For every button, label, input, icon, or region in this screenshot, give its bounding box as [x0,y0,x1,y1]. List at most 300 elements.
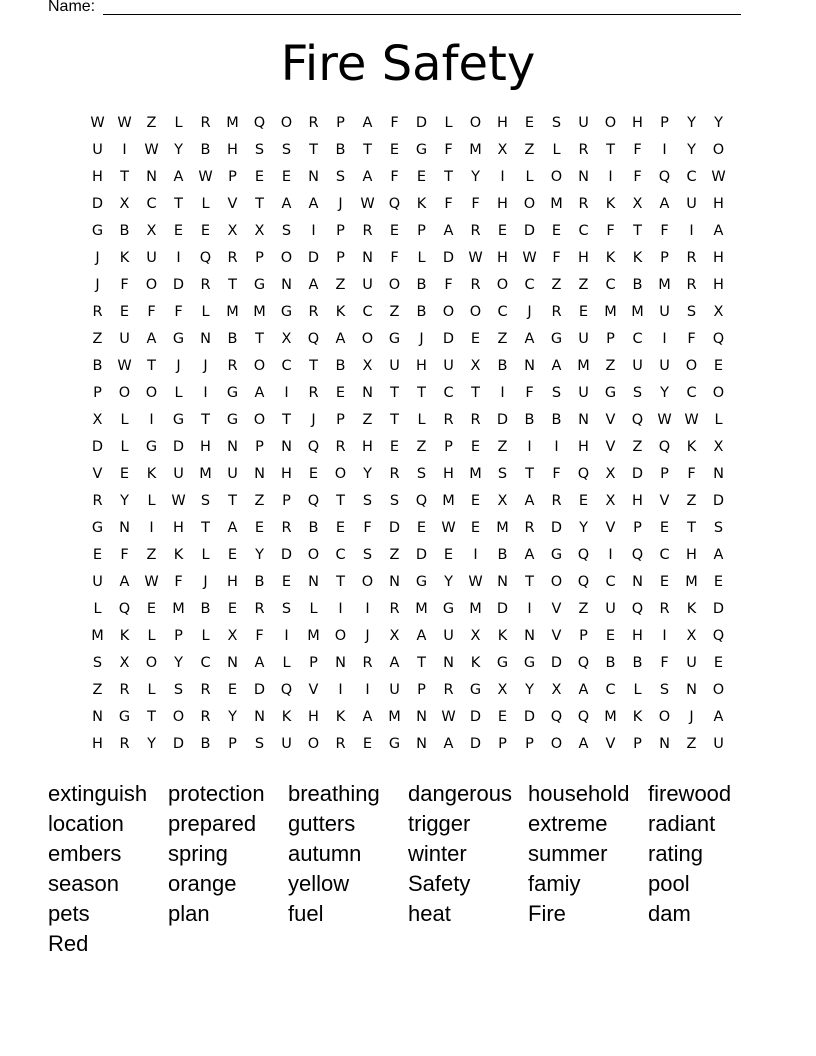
grid-letter: A [227,520,238,536]
grid-letter: X [227,628,238,644]
grid-letter: M [442,493,455,509]
grid-letter: O [253,412,266,428]
grid-letter: S [173,682,184,698]
grid-letter: J [689,709,694,725]
grid-letter: H [632,628,643,644]
word-list-item: Fire [528,901,566,926]
grid-letter: N [524,628,535,644]
grid-row [84,704,732,731]
grid-letter: I [473,547,478,563]
grid-letter: O [307,736,320,752]
grid-row [84,542,732,569]
grid-letter: E [389,142,400,158]
grid-row [84,677,732,704]
name-write-line[interactable] [103,14,741,15]
grid-letter: P [228,736,237,752]
grid-letter: M [550,196,563,212]
grid-letter: E [254,520,265,536]
grid-letter: E [443,547,454,563]
grid-letter: C [497,304,508,320]
grid-letter: N [227,655,238,671]
grid-letter: Q [307,331,320,347]
word-list-item: pool [648,871,690,896]
grid-letter: I [122,142,127,158]
grid-letter: A [119,574,130,590]
grid-letter: O [604,115,617,131]
grid-letter: X [605,493,616,509]
grid-letter: L [201,628,210,644]
grid-letter: N [713,466,724,482]
grid-letter: X [254,223,265,239]
grid-letter: O [361,331,374,347]
grid-letter: R [119,736,130,752]
grid-letter: R [92,304,103,320]
grid-letter: F [255,628,264,644]
grid-letter: P [633,736,642,752]
grid-letter: F [444,142,453,158]
grid-letter: B [92,358,103,374]
grid-letter: N [254,709,265,725]
grid-letter: R [551,493,562,509]
grid-letter: R [578,196,589,212]
grid-row [84,353,732,380]
grid-letter: N [578,169,589,185]
grid-row [84,272,732,299]
grid-letter: N [497,574,508,590]
grid-letter: R [200,682,211,698]
grid-letter: O [469,115,482,131]
grid-letter: I [662,628,667,644]
grid-letter: X [362,358,373,374]
grid-letter: S [200,493,211,509]
grid-letter: X [119,655,130,671]
word-list-item: radiant [648,811,716,836]
grid-letter: F [147,304,156,320]
grid-letter: E [92,547,103,563]
grid-letter: H [308,709,319,725]
grid-letter: N [362,385,373,401]
grid-letter: I [662,142,667,158]
grid-letter: B [497,358,508,374]
grid-letter: M [604,304,617,320]
grid-letter: U [605,601,616,617]
grid-letter: G [523,655,536,671]
grid-letter: R [443,412,454,428]
grid-letter: A [443,736,454,752]
grid-letter: Q [631,547,644,563]
grid-letter: D [91,196,104,212]
word-list-item: trigger [408,811,471,836]
grid-letter: C [605,682,616,698]
grid-letter: W [117,358,132,374]
grid-letter: E [254,169,265,185]
word-list-item: household [528,781,630,806]
grid-letter: B [227,331,238,347]
grid-letter: I [608,169,613,185]
grid-letter: H [632,115,643,131]
grid-letter: T [228,493,237,509]
grid-letter: S [686,304,697,320]
grid-letter: H [92,169,103,185]
grid-letter: L [201,304,210,320]
grid-letter: L [147,628,156,644]
grid-letter: R [227,250,238,266]
grid-letter: P [282,493,291,509]
grid-letter: G [604,385,617,401]
grid-letter: R [470,412,481,428]
grid-letter: A [713,709,724,725]
word-list-item: extinguish [48,781,148,806]
grid-letter: F [471,196,480,212]
grid-letter: W [117,115,132,131]
grid-letter: Z [92,682,103,698]
grid-letter: N [146,169,157,185]
grid-letter: E [524,115,535,131]
grid-letter: S [497,466,508,482]
grid-letter: N [524,358,535,374]
grid-letter: U [686,655,697,671]
grid-letter: D [280,547,293,563]
grid-letter: M [631,304,644,320]
grid-letter: G [226,412,239,428]
grid-letter: X [389,628,400,644]
grid-letter: H [686,547,697,563]
grid-letter: R [686,250,697,266]
grid-letter: X [470,628,481,644]
grid-letter: B [524,412,535,428]
grid-letter: R [92,493,103,509]
grid-letter: W [468,250,483,266]
grid-letter: W [171,493,186,509]
grid-letter: W [90,115,105,131]
grid-letter: B [335,358,346,374]
grid-letter: R [308,385,319,401]
grid-letter: J [419,331,424,347]
grid-letter: K [686,601,697,617]
grid-letter: Y [714,115,723,131]
grid-letter: Z [92,331,103,347]
grid-letter: P [93,385,102,401]
word-list-item: prepared [168,811,257,836]
grid-row [84,731,732,758]
grid-letter: X [227,223,238,239]
grid-letter: G [253,277,266,293]
grid-letter: N [200,331,211,347]
grid-letter: Q [577,709,590,725]
grid-letter: U [659,358,670,374]
grid-letter: L [552,142,561,158]
grid-letter: A [551,358,562,374]
grid-letter: Q [658,439,671,455]
grid-letter: B [335,142,346,158]
grid-letter: X [713,304,724,320]
grid-letter: X [92,412,103,428]
grid-letter: E [173,223,184,239]
grid-letter: R [362,223,373,239]
grid-row [84,326,732,353]
grid-letter: T [147,709,156,725]
grid-letter: G [91,520,104,536]
grid-letter: R [686,277,697,293]
grid-letter: X [551,682,562,698]
grid-letter: G [118,709,131,725]
grid-letter: I [284,385,289,401]
letter-grid [84,110,732,758]
grid-letter: Z [551,277,562,293]
grid-letter: I [527,439,532,455]
grid-letter: Y [255,547,264,563]
grid-letter: O [712,682,725,698]
grid-letter: G [415,574,428,590]
grid-letter: Y [525,682,534,698]
grid-letter: I [149,412,154,428]
grid-letter: T [525,466,534,482]
grid-letter: Q [307,439,320,455]
grid-letter: P [336,412,345,428]
grid-letter: F [687,331,696,347]
grid-letter: V [308,682,319,698]
grid-letter: E [416,520,427,536]
grid-letter: F [390,115,399,131]
grid-letter: Z [416,439,427,455]
grid-letter: M [226,115,239,131]
grid-letter: H [443,466,454,482]
grid-letter: T [147,358,156,374]
grid-letter: A [173,169,184,185]
grid-letter: L [714,412,723,428]
word-list-item: breathing [288,781,380,806]
grid-letter: T [390,412,399,428]
name-label: Name: [48,0,96,15]
grid-letter: T [606,142,615,158]
grid-letter: R [308,304,319,320]
grid-letter: G [550,547,563,563]
grid-letter: Y [147,736,156,752]
grid-letter: H [173,520,184,536]
grid-letter: D [496,412,509,428]
word-list-item: plan [168,901,210,926]
grid-letter: U [659,304,670,320]
grid-letter: Z [686,736,697,752]
grid-letter: F [363,520,372,536]
grid-letter: P [606,331,615,347]
grid-letter: K [632,250,643,266]
grid-letter: G [388,736,401,752]
grid-letter: H [578,439,589,455]
grid-letter: R [308,115,319,131]
grid-letter: Q [199,250,212,266]
grid-letter: H [227,142,238,158]
word-list-item: fuel [288,901,324,926]
grid-letter: E [470,331,481,347]
grid-letter: P [255,439,264,455]
grid-letter: N [389,574,400,590]
grid-letter: A [578,736,589,752]
grid-letter: B [200,601,211,617]
grid-letter: T [201,520,210,536]
grid-letter: L [120,412,129,428]
grid-letter: U [713,736,724,752]
grid-letter: T [174,196,183,212]
grid-row [84,191,732,218]
grid-letter: F [552,466,561,482]
grid-letter: L [633,682,642,698]
grid-letter: R [443,682,454,698]
word-list-item: dam [648,901,691,926]
grid-letter: S [335,169,346,185]
grid-letter: V [92,466,103,482]
grid-letter: B [119,223,130,239]
grid-letter: T [390,385,399,401]
grid-row [84,380,732,407]
grid-letter: Y [444,574,453,590]
grid-letter: Z [605,358,616,374]
grid-letter: P [336,115,345,131]
grid-letter: M [172,601,185,617]
grid-letter: H [416,358,427,374]
grid-letter: O [469,304,482,320]
grid-row [84,650,732,677]
grid-letter: K [470,655,481,671]
grid-letter: O [550,574,563,590]
grid-letter: G [496,655,509,671]
grid-letter: V [605,736,616,752]
grid-letter: S [362,547,373,563]
grid-letter: G [388,331,401,347]
grid-letter: H [713,196,724,212]
grid-letter: J [527,304,532,320]
grid-row [84,515,732,542]
grid-letter: J [203,358,208,374]
grid-letter: R [362,655,373,671]
grid-letter: F [390,250,399,266]
grid-letter: G [91,223,104,239]
grid-letter: K [119,628,130,644]
grid-letter: D [172,736,185,752]
grid-letter: M [604,709,617,725]
grid-letter: W [144,142,159,158]
grid-letter: J [311,412,316,428]
grid-letter: O [361,574,374,590]
grid-letter: C [632,331,643,347]
grid-letter: T [471,385,480,401]
grid-letter: E [281,574,292,590]
grid-letter: Z [578,277,589,293]
grid-letter: R [281,520,292,536]
grid-letter: J [95,250,100,266]
grid-letter: L [147,682,156,698]
grid-letter: C [578,223,589,239]
grid-letter: D [415,115,428,131]
grid-letter: S [281,223,292,239]
grid-letter: Q [280,682,293,698]
grid-letter: Q [658,169,671,185]
grid-letter: Z [335,277,346,293]
grid-letter: T [633,223,642,239]
word-list-item: season [48,871,119,896]
word-list-item: dangerous [408,781,512,806]
grid-letter: B [632,277,643,293]
grid-letter: Z [632,439,643,455]
grid-letter: Z [254,493,265,509]
grid-letter: R [470,277,481,293]
grid-letter: S [416,466,427,482]
grid-letter: S [659,682,670,698]
grid-letter: K [686,439,697,455]
grid-letter: Z [146,115,157,131]
grid-letter: F [633,142,642,158]
grid-letter: A [713,547,724,563]
grid-letter: N [254,466,265,482]
grid-letter: S [281,142,292,158]
grid-letter: N [362,250,373,266]
grid-letter: T [255,196,264,212]
word-list-item: location [48,811,124,836]
grid-letter: U [578,115,589,131]
grid-letter: M [226,304,239,320]
grid-letter: H [713,250,724,266]
grid-letter: N [92,709,103,725]
grid-letter: G [145,439,158,455]
grid-letter: Y [687,142,696,158]
grid-letter: V [551,601,562,617]
grid-letter: O [550,736,563,752]
grid-letter: H [281,466,292,482]
word-list-item: extreme [528,811,608,836]
grid-letter: I [203,385,208,401]
grid-letter: B [254,574,265,590]
grid-letter: Q [577,547,590,563]
grid-letter: P [525,736,534,752]
grid-letter: I [500,385,505,401]
grid-letter: L [201,196,210,212]
grid-letter: F [633,169,642,185]
grid-letter: L [309,601,318,617]
grid-letter: E [119,466,130,482]
grid-row [84,434,732,461]
grid-letter: F [552,250,561,266]
grid-letter: J [338,196,343,212]
grid-letter: A [659,196,670,212]
grid-letter: N [335,655,346,671]
grid-letter: W [441,709,456,725]
grid-letter: V [605,439,616,455]
grid-letter: U [146,250,157,266]
grid-letter: S [389,493,400,509]
grid-letter: D [469,736,482,752]
grid-letter: L [120,439,129,455]
grid-letter: A [308,277,319,293]
grid-letter: W [522,250,537,266]
grid-letter: C [281,358,292,374]
grid-letter: T [444,169,453,185]
grid-letter: M [469,466,482,482]
grid-letter: F [687,466,696,482]
grid-letter: D [307,250,320,266]
grid-letter: I [554,439,559,455]
grid-letter: J [176,358,181,374]
grid-letter: F [390,169,399,185]
grid-letter: R [254,601,265,617]
grid-letter: D [415,547,428,563]
grid-letter: Y [660,385,669,401]
grid-row [84,110,732,137]
grid-letter: M [577,358,590,374]
grid-letter: C [524,277,535,293]
grid-letter: X [632,196,643,212]
grid-letter: G [226,385,239,401]
grid-row [84,164,732,191]
